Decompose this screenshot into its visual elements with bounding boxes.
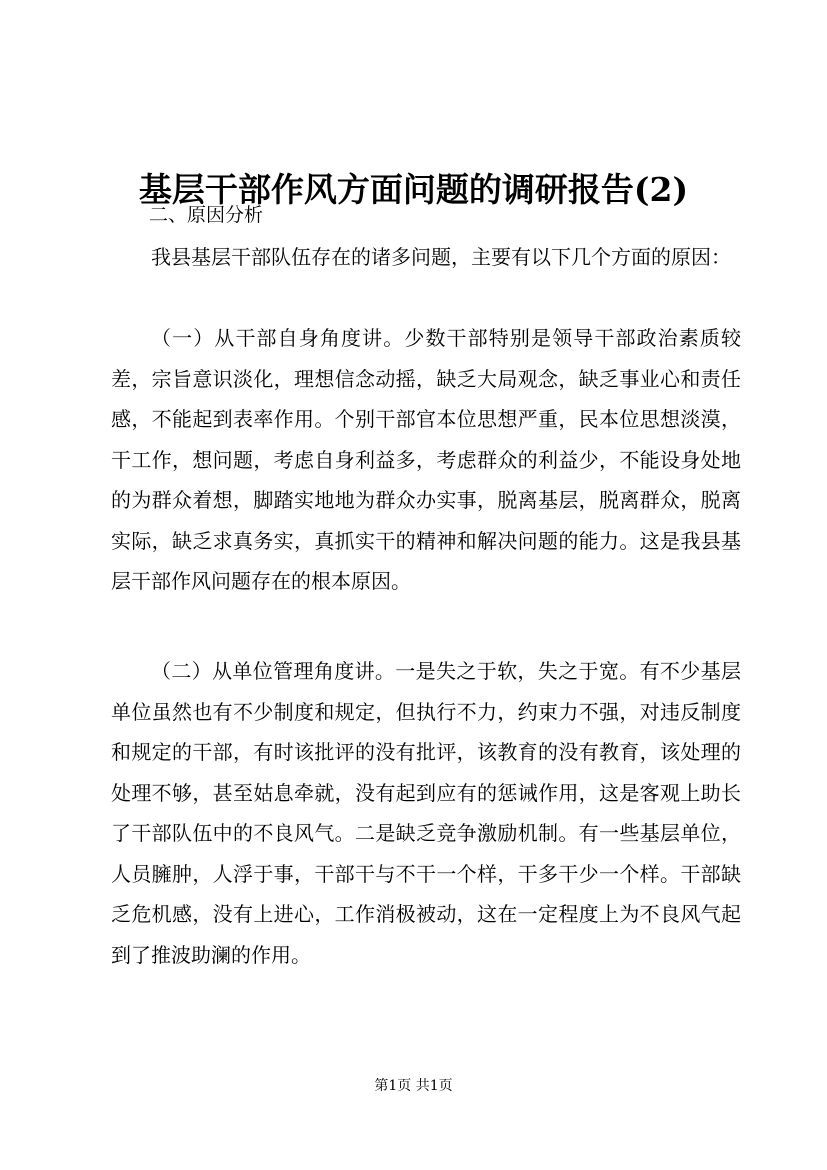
page-footer: 第1页 共1页 xyxy=(374,1078,453,1094)
paragraph-intro: 我县基层干部队伍存在的诸多问题，主要有以下几个方面的原因： xyxy=(151,245,731,269)
paragraph-cadre-self: （一）从干部自身角度讲。少数干部特别是领导干部政治素质较差，宗旨意识淡化，理想信念动摇，缺乏大局观念，缺乏事业心和责任感，不能起到表率作用。个别干部官本位思想严重，民本位思想淡漠，干工作，想问题，考虑自身利益多，考虑群众的利益少，不能设身处地的为群众着想，脚踏实地地为群众办实事，脱离基层，脱离群众，脱离实际，缺乏求真务实，真抓实干的精神和解决问题的能力。这是我县基层干部作风问题存在的根本原因。 xyxy=(111,326,741,593)
paragraph-unit-management: （二）从单位管理角度讲。一是失之于软，失之于宽。有不少基层单位虽然也有不少制度和规定，但执行不力，约束力不强，对违反制度和规定的干部，有时该批评的没有批评，该教育的没有教育，该处理的处理不够，甚至姑息牵就，没有起到应有的惩诫作用，这是客观上助长了干部队伍中的不良风气。二是缺乏竞争激励机制。有一些基层单位，人员臃肿，人浮于事，干部干与不干一个样，干多干少一个样。干部缺乏危机感，没有上进心，工作消极被动，这在一定程度上为不良风气起到了推波助澜的作用。 xyxy=(111,659,741,967)
section-heading: 二、原因分析 xyxy=(149,204,264,226)
document-title: 基层干部作风方面问题的调研报告(2) xyxy=(138,170,689,210)
